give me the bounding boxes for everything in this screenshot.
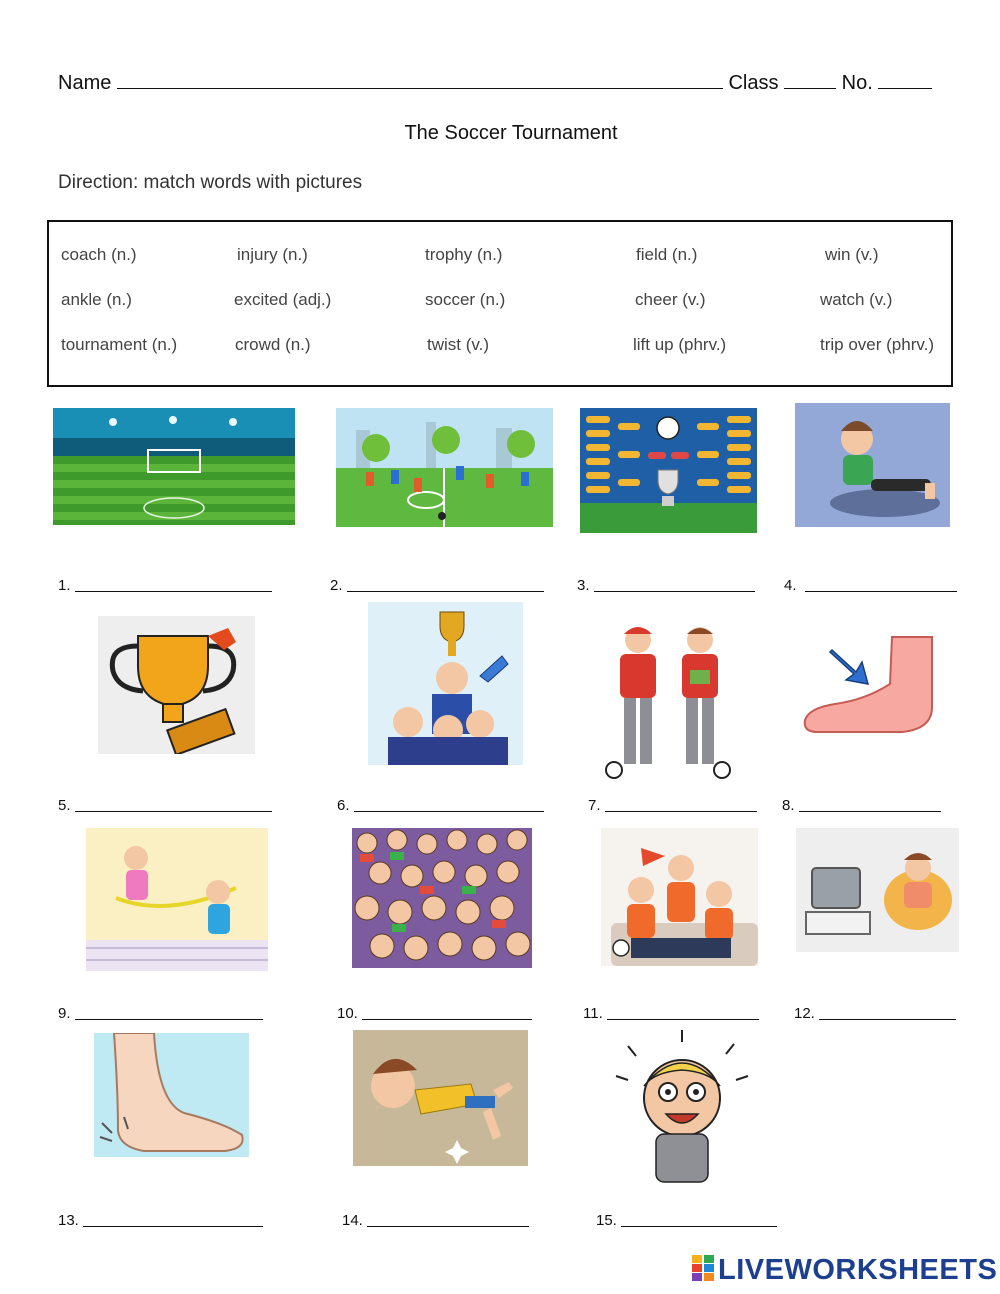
word-bank-item: crowd (n.) — [235, 335, 311, 354]
answer-11: 11. — [583, 1005, 759, 1022]
name-class-no-header — [58, 70, 932, 95]
word-bank-item: coach (n.) — [61, 245, 137, 264]
trophy-picture — [98, 616, 255, 754]
answer-14-input[interactable] — [367, 1212, 529, 1227]
injured-boy-picture — [795, 403, 950, 527]
liveworksheets-logo — [692, 1254, 997, 1287]
word-bank — [47, 220, 953, 387]
answer-3-input[interactable] — [594, 577, 755, 592]
no-label: No. — [841, 72, 873, 94]
word-bank-item: field (n.) — [636, 245, 698, 264]
answer-13: 13. — [58, 1212, 263, 1229]
answer-5: 5. — [58, 797, 272, 814]
answer-15-input[interactable] — [621, 1212, 777, 1227]
answer-10: 10. — [337, 1005, 532, 1022]
excited-boy-picture — [608, 1026, 756, 1186]
twisted-foot-picture — [94, 1033, 249, 1157]
answer-5-input[interactable] — [75, 797, 272, 812]
answer-8-input[interactable] — [799, 797, 941, 812]
answer-13-input[interactable] — [83, 1212, 263, 1227]
answer-6-input[interactable] — [354, 797, 544, 812]
boy-tripping-picture — [353, 1030, 528, 1166]
name-label: Name — [58, 72, 112, 94]
answer-7: 7. — [588, 797, 757, 814]
word-bank-item: trophy (n.) — [425, 245, 503, 264]
class-label: Class — [728, 72, 779, 94]
word-bank-item: trip over (phrv.) — [820, 335, 934, 354]
answer-4: 4. — [784, 577, 957, 594]
foot-ankle-picture — [802, 632, 942, 737]
word-bank-item: excited (adj.) — [234, 290, 332, 309]
answer-10-input[interactable] — [362, 1005, 532, 1020]
answer-1-input[interactable] — [75, 577, 272, 592]
word-bank-item: win (v.) — [825, 245, 879, 264]
word-bank-item: twist (v.) — [427, 335, 490, 354]
answer-8: 8. — [782, 797, 941, 814]
answer-7-input[interactable] — [605, 797, 757, 812]
answer-3: 3. — [577, 577, 755, 594]
lifting-trophy-picture — [368, 602, 523, 765]
word-bank-item: injury (n.) — [237, 245, 308, 264]
answer-6: 6. — [337, 797, 544, 814]
tournament-bracket-picture — [580, 408, 757, 533]
race-winner-picture — [86, 828, 268, 971]
no-field[interactable] — [878, 70, 932, 89]
answer-9: 9. — [58, 1005, 263, 1022]
word-bank-item: tournament (n.) — [61, 335, 178, 354]
word-bank-item: ankle (n.) — [61, 290, 132, 309]
answer-12: 12. — [794, 1005, 956, 1022]
word-bank-item: lift up (phrv.) — [633, 335, 727, 354]
answer-15: 15. — [596, 1212, 777, 1229]
answer-4-input[interactable] — [805, 577, 957, 592]
girl-watching-tv-picture — [796, 828, 959, 952]
fans-cheering-picture — [601, 828, 758, 966]
coaches-picture — [604, 612, 734, 782]
direction-text: Direction: match words with pictures — [58, 172, 363, 193]
stadium-field-picture — [53, 408, 295, 525]
class-field[interactable] — [784, 70, 836, 89]
answer-11-input[interactable] — [607, 1005, 759, 1020]
word-bank-item: watch (v.) — [820, 290, 893, 309]
liveworksheets-mark-icon — [692, 1255, 714, 1281]
liveworksheets-logo-text: LIVEWORKSHEETS — [718, 1254, 998, 1286]
answer-2-input[interactable] — [347, 577, 544, 592]
word-bank-item: soccer (n.) — [425, 290, 506, 309]
page-title: The Soccer Tournament — [404, 122, 618, 144]
answer-12-input[interactable] — [819, 1005, 956, 1020]
answer-9-input[interactable] — [75, 1005, 263, 1020]
name-field[interactable] — [117, 70, 723, 89]
word-bank-item: cheer (v.) — [635, 290, 706, 309]
answer-2: 2. — [330, 577, 544, 594]
answer-1: 1. — [58, 577, 272, 594]
cheering-crowd-picture — [352, 828, 532, 968]
answer-14: 14. — [342, 1212, 529, 1229]
kids-playing-soccer-picture — [336, 408, 553, 527]
